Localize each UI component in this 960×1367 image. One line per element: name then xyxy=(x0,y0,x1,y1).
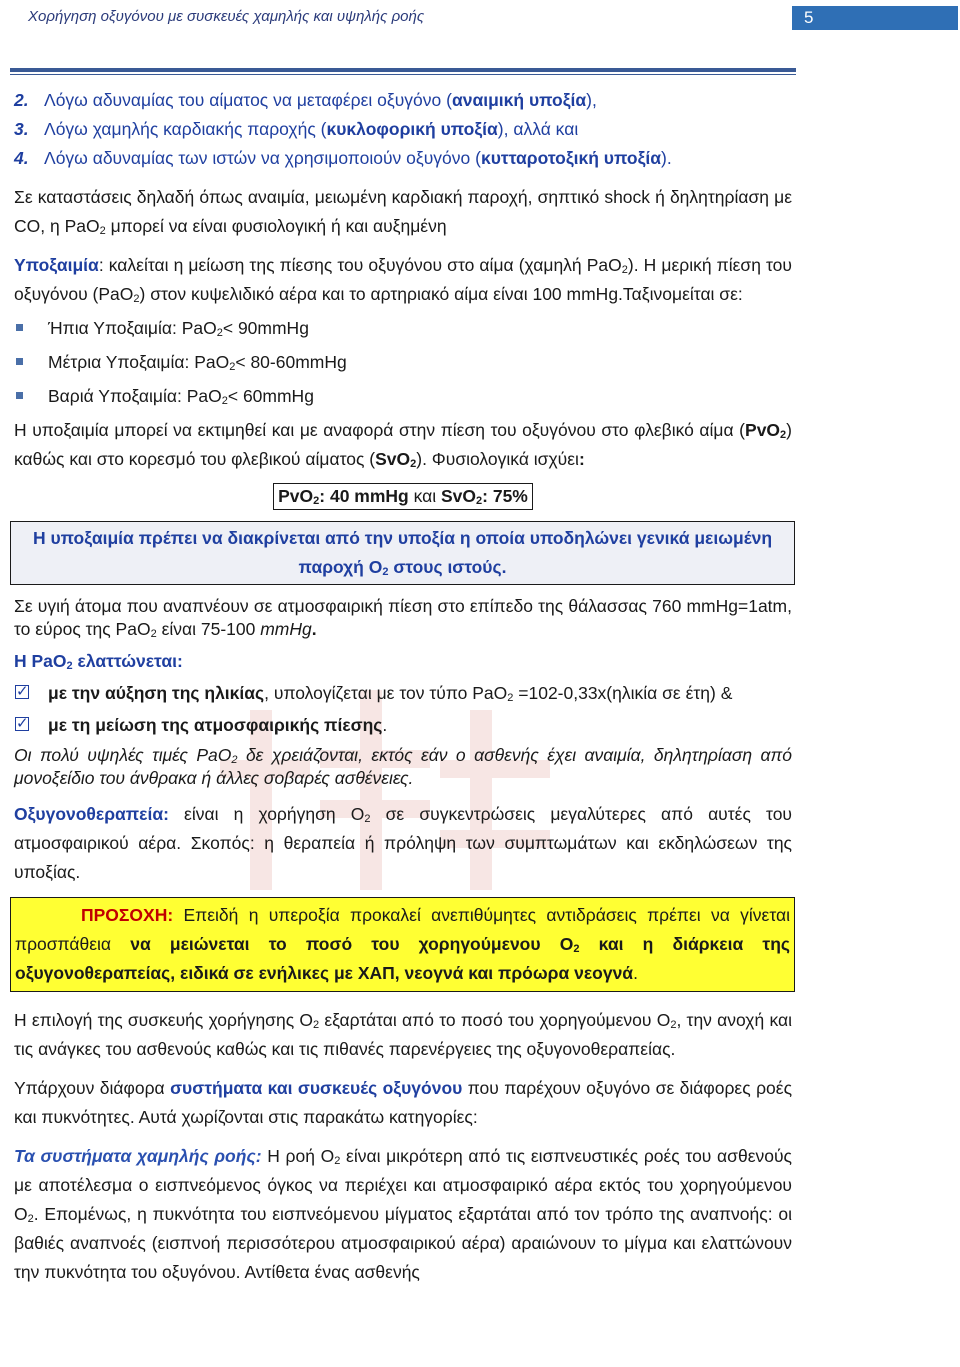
paragraph-conditions: Σε καταστάσεις δηλαδή όπως αναιμία, μειωμένη καρδιακή παροχή, σηπτικό shock ή δηλητηρίαση με CO, η PaO$_2$ μπορεί να είναι φυσιολογική ή και αυξημένη xyxy=(14,187,792,237)
list-item: Βαριά Υποξαιμία: PaO$_2$< 60mmHg xyxy=(14,382,792,411)
list-item: 4. Λόγω αδυναμίας των ιστών να χρησιμοποιούν οξυγόνο (κυτταροτοξική υποξία). xyxy=(14,148,672,168)
header-title: Χορήγηση οξυγόνου με συσκευές χαμηλής και υψηλής ροής xyxy=(28,8,425,25)
paragraph-hypoxemia: Υποξαιμία: καλείται η μείωση της πίεσης του οξυγόνου στο αίμα (χαμηλή PaO$_2$). Η μερική πίεση του οξυγόνου (PaO$_2$) στον κυψελιδικό αέρα και το αρτηριακό αίμα είναι 100 mmHg.Ταξινομείται σε: xyxy=(14,255,792,305)
checkbox-icon xyxy=(15,717,29,731)
list-item: 2. Λόγω αδυναμίας του αίματος να μεταφέρει οξυγόνο (αναιμική υποξία), xyxy=(14,90,597,110)
header-rule-thin xyxy=(10,74,796,75)
list-item: ✓ με την αύξηση της ηλικίας, υπολογίζεται με τον τύπο PaO$_2$ =102-0,33x(ηλικία σε έτη) & xyxy=(14,679,792,708)
page-number: 5 xyxy=(792,6,958,30)
italic-note: Οι πολύ υψηλές τιμές PaO$_2$ δε χρειάζονται, εκτός εάν ο ασθενής έχει αναιμία, δηλητηρίαση από μονοξείδιο του άνθρακα ή άλλες σοβαρές ασθένειες. xyxy=(14,745,792,788)
list-item: Μέτρια Υποξαιμία: PaO$_2$< 80-60mmHg xyxy=(14,348,792,377)
decrease-heading: Η PaO$_2$ ελαττώνεται: xyxy=(14,651,183,672)
page-header xyxy=(0,0,960,36)
paragraph-oxytherapy: Οξυγονοθεραπεία: είναι η χορήγηση $O_2$ σε συγκεντρώσεις μεγαλύτερες από αυτές του ατμοσφαιρικού αέρα. Σκοπός: η θεραπεία ή πρόληψη των συμπτωμάτων και εκδηλώσεων της υποξίας. xyxy=(14,804,792,882)
paragraph-device-choice: Η επιλογή της συσκευής χορήγησης $O_2$ εξαρτάται από το ποσό του χορηγούμενου $O_2$, την ανοχή και τις ανάγκες του ασθενούς καθώς και τις πιθανές παρενέργειες της οξυγονοθεραπείας. xyxy=(14,1010,792,1059)
paragraph-healthy: Σε υγιή άτομα που αναπνέουν σε ατμοσφαιρική πίεση στο επίπεδο της θάλασσας 760 mmHg=1atm, το εύρος της PaO$_2$ είναι 75-100 mmHg. xyxy=(14,596,792,640)
bullet-square-icon xyxy=(16,358,23,365)
paragraph-venous: Η υποξαιμία μπορεί να εκτιμηθεί και με αναφορά στην πίεση του οξυγόνου στο φλεβικό αίμα (PvO$_2$) καθώς και στο κορεσμό του φλεβικού αίματος (SvO$_2$). Φυσιολογικά ισχύει: xyxy=(14,420,792,470)
list-item: Ήπια Υποξαιμία: PaO$_2$< 90mmHg xyxy=(14,314,792,343)
callout-box: Η υποξαιμία πρέπει να διακρίνεται από την υποξία η οποία υποδηλώνει γενικά μειωμένη παροχή $O_2$ στους ιστούς. xyxy=(10,521,795,585)
list-item: ✓ με τη μείωση της ατμοσφαιρικής πίεσης. xyxy=(14,711,792,740)
checkbox-icon xyxy=(15,685,29,699)
bullet-square-icon xyxy=(16,392,23,399)
warning-box: ΠΡΟΣΟΧΗ: Επειδή η υπεροξία προκαλεί ανεπιθύμητες αντιδράσεις πρέπει να γίνεται προσπάθεια να μειώνεται το ποσό του χορηγούμενου $O_2$ και η διάρκεια της οξυγονοθεραπείας, ειδικά σε ενήλικες με ΧΑΠ, νεογνά και πρόωρα νεογνά. xyxy=(10,897,795,992)
paragraph-systems: Υπάρχουν διάφορα συστήματα και συσκευές οξυγόνου που παρέχουν οξυγόνο σε διάφορες ροές και πυκνότητες. Αυτά χωρίζονται στις παρακάτω κατηγορίες: xyxy=(14,1078,792,1127)
normal-values-formula: PvO$_2$: 40 mmHg και SvO$_2$: 75% xyxy=(273,483,533,510)
document-body xyxy=(14,86,792,1287)
bullet-square-icon xyxy=(16,324,23,331)
list-item: 3. Λόγω χαμηλής καρδιακής παροχής (κυκλοφορική υποξία), αλλά και xyxy=(14,119,579,139)
header-rule-thick xyxy=(10,68,796,72)
paragraph-low-flow: Τα συστήματα χαμηλής ροής: Η ροή $O_2$ είναι μικρότερη από τις εισπνευστικές ροές του ασθενούς με αποτέλεσμα ο εισπνεόμενος όγκος να περιέχει και ατμοσφαιρικό αέρα εκτός του χορηγούμενου $O_2$. Επομένως, η πυκνότητα του εισπνεόμενου μίγματος εξαρτάται από τον τρόπο της αναπνοής: οι βαθιές αναπνοές (εισπνοή περισσότερου ατμοσφαιρικού αέρα) αραιώνουν το μίγμα και ελαττώνουν την πυκνότητα του οξυγόνου. Αντίθετα ένας ασθενής xyxy=(14,1146,792,1282)
